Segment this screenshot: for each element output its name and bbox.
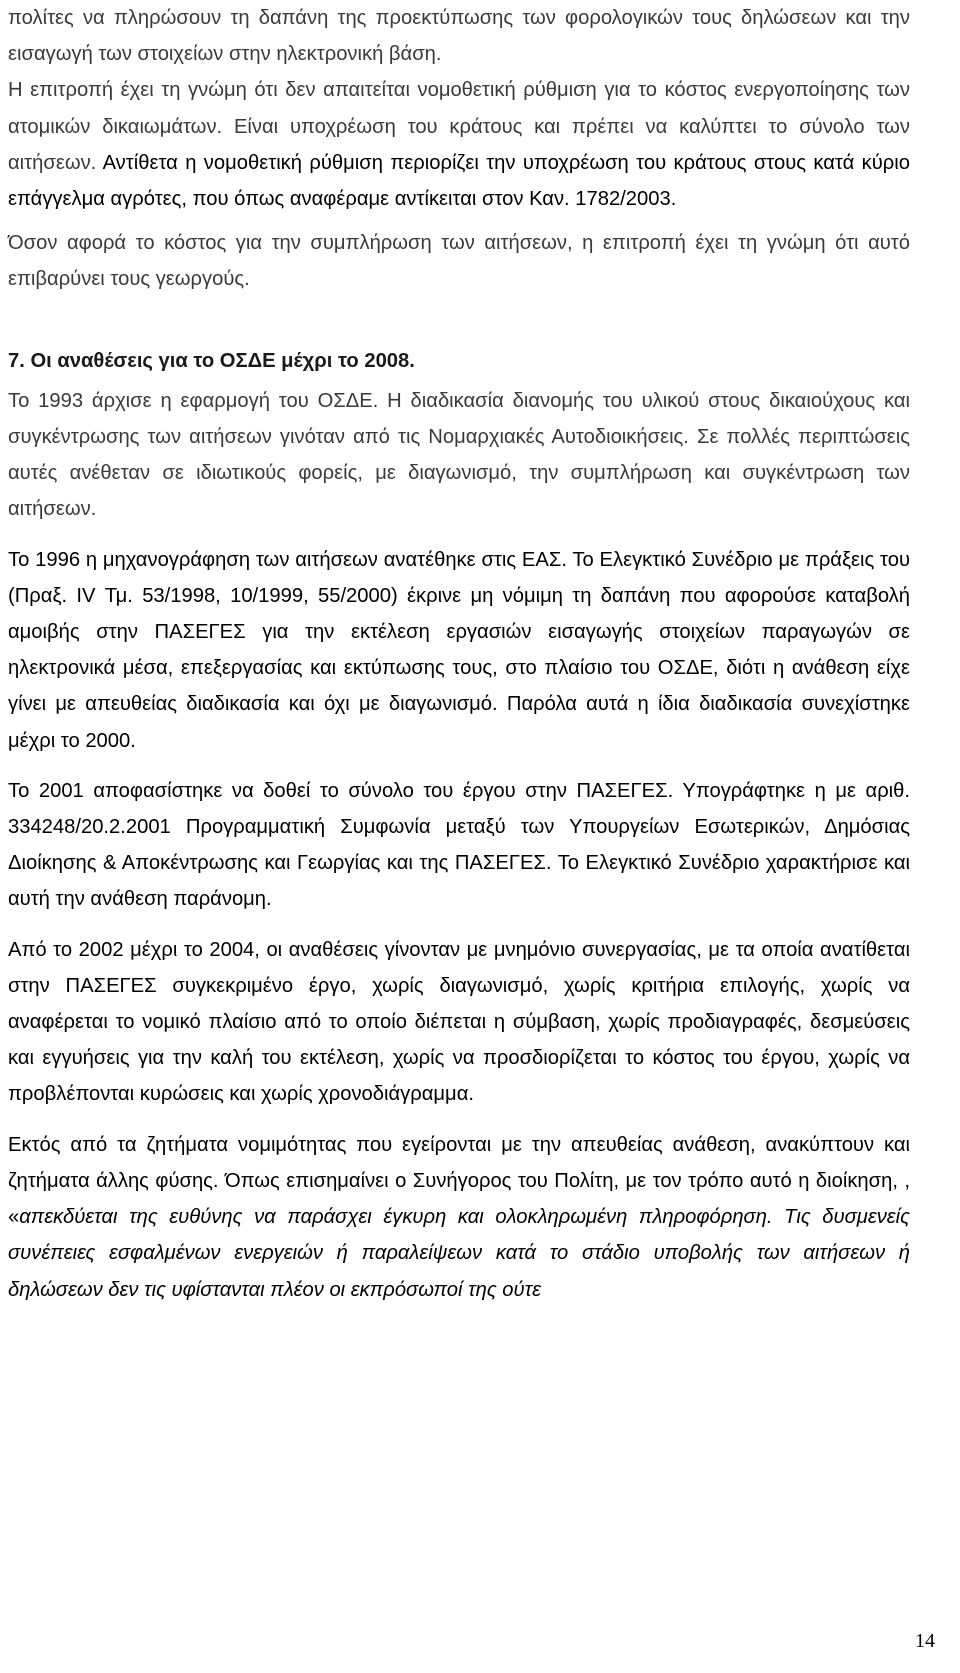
paragraph-cost-opinion: Όσον αφορά το κόστος για την συμπλήρωση των αιτήσεων, η επιτροπή έχει τη γνώμη ότι αυτό επιβαρύνει τους γεωργούς. <box>8 232 910 291</box>
paragraph-1993: Το 1993 άρχισε η εφαρμογή του ΟΣΔΕ. Η διαδικασία διανομής του υλικού στους δικαιούχους και συγκέντρωσης των αιτήσεων γινόταν από τις Νομαρχιακές Αυτοδιοικήσεις. Σε πολλές περιπτώσεις αυτές ανέθεταν σε ιδιωτικούς φορείς, με διαγωνισμό, την συμπλήρωση και συγκέντρωση των αιτήσεων. <box>8 389 910 521</box>
paragraph-2001: Το 2001 αποφασίστηκε να δοθεί το σύνολο του έργου στην ΠΑΣΕΓΕΣ. Υπογράφτηκε η με αριθ. 334248/20.2.2001 Προγραμματική Συμφωνία μεταξύ των Υπουργείων Εσωτερικών, Δημόσιας Διοίκησης & Αποκέντρωσης και Γεωργίας και της ΠΑΣΕΓΕΣ. Το Ελεγκτικό Συνέδριο χαρακτήρισε και αυτή την ανάθεση παράνομη. <box>8 779 910 911</box>
section-heading: 7. Οι αναθέσεις για το ΟΣΔΕ μέχρι το 2008. <box>8 349 415 372</box>
ombudsman-quote: απεκδύεται της ευθύνης να παράσχει έγκυρη και ολοκληρωμένη πληροφόρηση. Τις δυσμενείς συνέπειες εσφαλμένων ενεργειών ή παραλείψεων κατά το στάδιο υποβολής των αιτήσεων ή δηλώσεων δεν τις υφίστανται πλέον οι εκπρόσωποί της ούτε <box>8 1206 910 1301</box>
paragraph-committee-opinion: Η επιτροπή έχει τη γνώμη ότι δεν απαιτείται νομοθετική ρύθμιση για το κόστος ενεργοποίησης των ατομικών δικαιωμάτων. Είναι υποχρέωση του κράτους και πρέπει να καλύπτει το σύνολο των αιτήσεων. Αντίθετα η νομοθετική ρύθμιση περιορίζει την υποχρέωση του κράτους στους κατά κύριο επάγγελμα αγρότες, που όπως αναφέραμε αντίκειται στον Καν. 1782/2003. <box>8 79 910 211</box>
page-number: 14 <box>915 1630 935 1652</box>
page-text <box>8 0 910 1308</box>
legality-normal-text: Εκτός από τα ζητήματα νομιμότητας που εγείρονται με την απευθείας ανάθεση, ανακύπτουν και ζητήματα άλλης φύσης. Όπως επισημαίνει ο Συνήγορος του Πολίτη, με τον τρόπο αυτό η διοίκηση, , « <box>8 1133 910 1229</box>
paragraph-2002-2004: Από το 2002 μέχρι το 2004, οι αναθέσεις γίνονταν με μνημόνιο συνεργασίας, με τα οποία ανατίθεται στην ΠΑΣΕΓΕΣ συγκεκριμένο έργο, χωρίς διαγωνισμό, χωρίς κριτήρια επιλογής, χωρίς να αναφέρεται το νομικό πλαίσιο από το οποίο διέπεται η σύμβαση, χωρίς προδιαγραφές, δεσμεύσεις και εγγυήσεις για την καλή του εκτέλεση, χωρίς να προσδιορίζεται το κόστος του έργου, χωρίς να προβλέπονται κυρώσεις και χωρίς χρονοδιάγραμμα. <box>8 938 910 1106</box>
paragraph-continuation: πολίτες να πληρώσουν τη δαπάνη της προεκτύπωσης των φορολογικών τους δηλώσεων και την εισαγωγή των στοιχείων στην ηλεκτρονική βάση. <box>8 7 910 66</box>
paragraph-legality-issues <box>8 1127 910 1308</box>
paragraph-1996: Το 1996 η μηχανογράφηση των αιτήσεων ανατέθηκε στις ΕΑΣ. Το Ελεγκτικό Συνέδριο με πράξεις του (Πραξ. IV Τμ. 53/1998, 10/1999, 55/2000) έκρινε μη νόμιμη τη δαπάνη που αφορούσε καταβολή αμοιβής στην ΠΑΣΕΓΕΣ για την εκτέλεση εργασιών εισαγωγής στοιχείων παραγωγών σε ηλεκτρονικά μέσα, επεξεργασίας και εκτύπωσης τους, στο πλαίσιο του ΟΣΔΕ, διότι η ανάθεση είχε γίνει με απευθείας διαδικασία και όχι με διαγωνισμό. Παρόλα αυτά η ίδια διαδικασία συνεχίστηκε μέχρι το 2000. <box>8 548 910 752</box>
